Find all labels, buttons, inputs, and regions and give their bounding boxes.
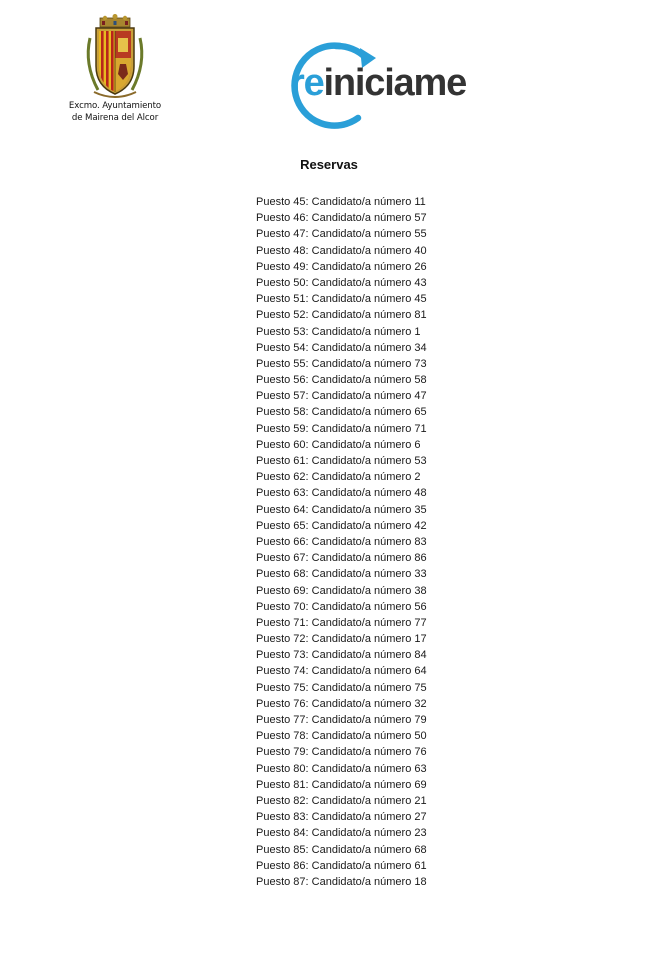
reserva-row: Puesto 69: Candidato/a número 38 [256, 584, 427, 597]
reserva-row: Puesto 79: Candidato/a número 76 [256, 746, 427, 759]
logo-wordmark-re: re [290, 62, 324, 104]
org-name-line-2: de Mairena del Alcor [71, 113, 159, 123]
reserva-row: Puesto 71: Candidato/a número 77 [256, 616, 427, 629]
reserva-row: Puesto 74: Candidato/a número 64 [256, 665, 427, 678]
reserva-row: Puesto 48: Candidato/a número 40 [256, 244, 427, 257]
page-title: Reservas [300, 157, 358, 172]
reserva-row: Puesto 61: Candidato/a número 53 [256, 455, 427, 467]
reserva-row: Puesto 56: Candidato/a número 58 [256, 374, 427, 387]
reserva-row: Puesto 50: Candidato/a número 43 [256, 276, 427, 289]
reserva-row: Puesto 52: Candidato/a número 81 [256, 309, 427, 322]
reserva-row: Puesto 70: Candidato/a número 56 [256, 600, 427, 613]
reserva-row: Puesto 72: Candidato/a número 17 [256, 633, 427, 646]
reserva-row: Puesto 75: Candidato/a número 75 [256, 681, 427, 694]
logo-wordmark-rest: iniciame [323, 62, 467, 104]
reserva-row: Puesto 82: Candidato/a número 21 [256, 794, 427, 807]
reserva-row: Puesto 49: Candidato/a número 26 [256, 260, 427, 273]
org-name-line-1: Excmo. Ayuntamiento [68, 101, 162, 111]
document-header [0, 0, 658, 150]
reserva-row: Puesto 65: Candidato/a número 42 [256, 519, 427, 532]
reserva-row: Puesto 59: Candidato/a número 71 [256, 422, 427, 435]
reserva-row: Puesto 77: Candidato/a número 79 [256, 714, 427, 726]
reserva-row: Puesto 51: Candidato/a número 45 [256, 293, 427, 306]
reserva-row: Puesto 64: Candidato/a número 35 [256, 503, 427, 516]
reserva-row: Puesto 53: Candidato/a número 1 [256, 325, 421, 338]
reiniciame-logo [278, 38, 488, 134]
reserva-row: Puesto 68: Candidato/a número 33 [256, 568, 427, 581]
reserva-row: Puesto 62: Candidato/a número 2 [256, 471, 421, 484]
coat-of-arms-icon [80, 14, 150, 100]
reserva-row: Puesto 47: Candidato/a número 55 [256, 228, 427, 241]
reserva-row: Puesto 45: Candidato/a número 11 [256, 196, 426, 208]
reserva-row: Puesto 81: Candidato/a número 69 [256, 778, 427, 791]
logo-wordmark [290, 61, 466, 105]
reserva-row: Puesto 54: Candidato/a número 34 [256, 341, 427, 354]
reserva-row: Puesto 85: Candidato/a número 68 [256, 843, 427, 856]
reserva-row: Puesto 73: Candidato/a número 84 [256, 649, 427, 662]
reserva-row: Puesto 80: Candidato/a número 63 [256, 762, 427, 775]
reserva-row: Puesto 60: Candidato/a número 6 [256, 438, 421, 451]
reserva-row: Puesto 86: Candidato/a número 61 [256, 859, 427, 872]
reserva-row: Puesto 76: Candidato/a número 32 [256, 697, 427, 710]
reserva-row: Puesto 84: Candidato/a número 23 [256, 827, 427, 840]
reserva-row: Puesto 63: Candidato/a número 48 [256, 487, 427, 500]
reservas-list [256, 194, 427, 890]
reserva-row: Puesto 87: Candidato/a número 18 [256, 875, 427, 888]
reserva-row: Puesto 46: Candidato/a número 57 [256, 212, 427, 225]
reserva-row: Puesto 83: Candidato/a número 27 [256, 811, 427, 824]
reserva-row: Puesto 58: Candidato/a número 65 [256, 406, 427, 419]
municipal-crest-block [60, 14, 170, 124]
reserva-row: Puesto 78: Candidato/a número 50 [256, 730, 427, 743]
reserva-row: Puesto 55: Candidato/a número 73 [256, 357, 427, 370]
reserva-row: Puesto 66: Candidato/a número 83 [256, 535, 427, 548]
reserva-row: Puesto 67: Candidato/a número 86 [256, 552, 427, 565]
reserva-row: Puesto 57: Candidato/a número 47 [256, 390, 427, 403]
